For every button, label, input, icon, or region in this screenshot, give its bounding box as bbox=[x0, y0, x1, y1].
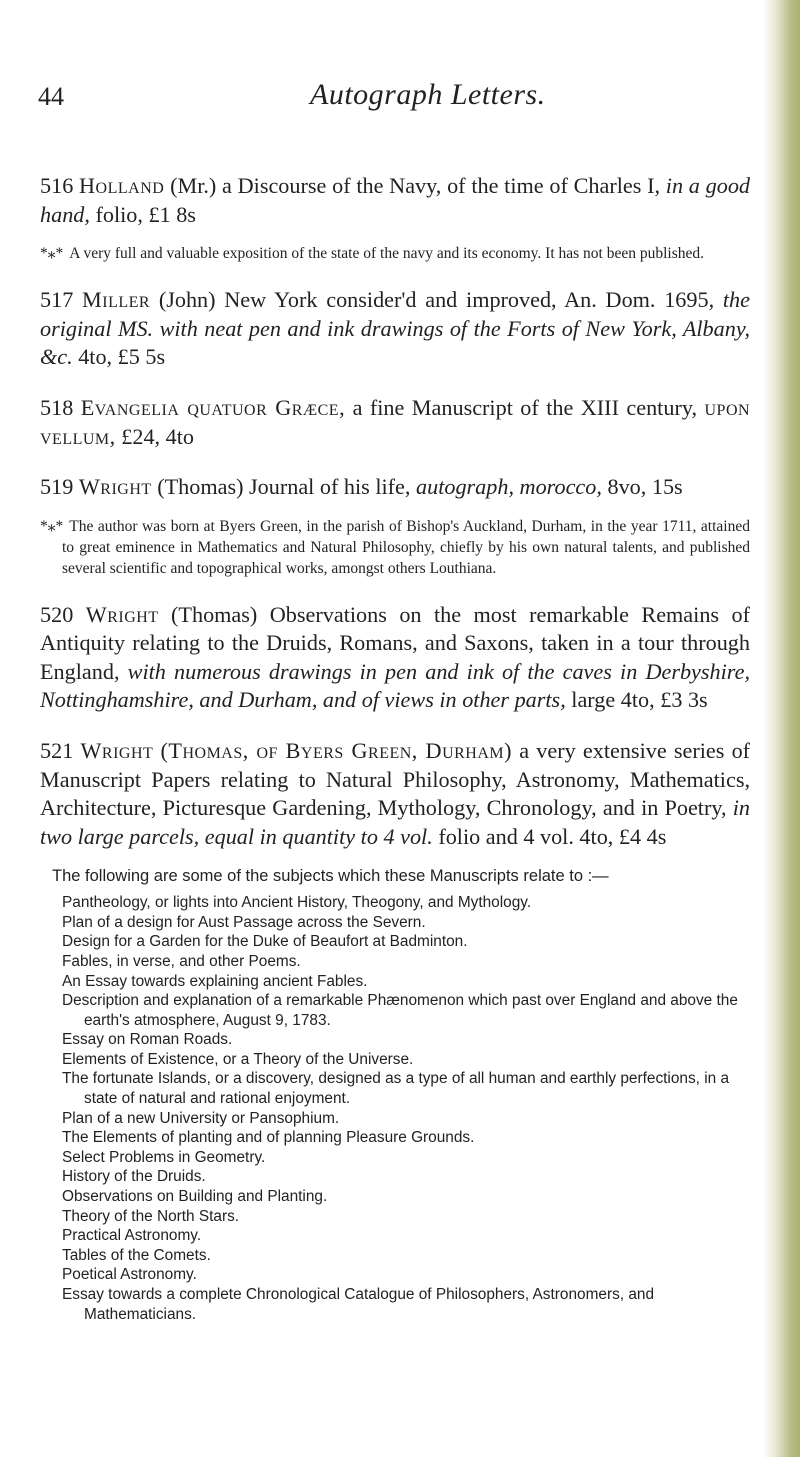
subject-item: History of the Druids. bbox=[62, 1168, 206, 1186]
entry-title: (Thomas) Journal of his life, bbox=[157, 474, 411, 500]
subjects-intro: The following are some of the subjects which these Manuscripts relate to :— bbox=[52, 867, 609, 886]
note-text: The author was born at Byers Green, in the parish of Bishop's Auckland, Durham, in the year 1711, attained to great eminence in Mathematics and Natural Philosophy, chiefly by his own natural talents, and published several scientific and topographical works, amongst others Louthiana. bbox=[62, 517, 750, 577]
entry-number: 518 bbox=[40, 395, 74, 421]
note-text: A very full and valuable exposition of the state of the navy and its economy. It has not been published. bbox=[69, 245, 705, 263]
subject-item: Theory of the North Stars. bbox=[62, 1207, 240, 1225]
subject-item: Practical Astronomy. bbox=[62, 1227, 202, 1245]
entry-title: a very extensive series of Manuscript Papers relating to Natural Philosophy, Astronomy, Mathematics, Architecture, Picturesque Gardening, Mythology, Chronology, and in Poetry, bbox=[40, 738, 751, 821]
subject-item: Essay on Roman Roads. bbox=[62, 1031, 233, 1049]
subject-item: Elements of Existence, or a Theory of the Universe. bbox=[62, 1050, 414, 1068]
entry-name: Wright bbox=[85, 601, 159, 627]
page-header bbox=[38, 78, 738, 124]
entry-price: folio, £1 8s bbox=[95, 201, 196, 227]
catalogue-entry bbox=[40, 172, 750, 229]
entry-number: 517 bbox=[40, 287, 74, 313]
subject-item: Pantheology, or lights into Ancient History, Theogony, and Mythology. bbox=[62, 894, 532, 912]
entry-name: Evangelia quatuor Græce, bbox=[80, 395, 346, 421]
entry-name: Holland bbox=[79, 173, 165, 199]
page-edge bbox=[762, 0, 800, 1457]
entry-price: 4to, £5 5s bbox=[78, 344, 166, 370]
page-number: 44 bbox=[38, 82, 64, 111]
note-mark: *⁎* bbox=[40, 517, 64, 535]
running-title: Autograph Letters. bbox=[310, 78, 546, 111]
entry-name: Wright bbox=[78, 474, 152, 500]
subject-item: Observations on Building and Planting. bbox=[62, 1188, 328, 1206]
entry-note bbox=[40, 516, 750, 579]
entry-title: (John) New York consider'd and improved, An. Dom. 1695, bbox=[158, 287, 715, 313]
entry-note bbox=[40, 243, 750, 264]
catalogue-entry bbox=[40, 473, 750, 502]
catalogue-entry bbox=[40, 601, 750, 715]
subject-item: Essay towards a complete Chronological Catalogue of Philosophers, Astronomers, and Mathematicians. bbox=[62, 1286, 655, 1323]
subject-item: Tables of the Comets. bbox=[62, 1246, 211, 1264]
catalogue-entry bbox=[40, 737, 750, 851]
entry-number: 520 bbox=[40, 601, 74, 627]
subject-item: The fortunate Islands, or a discovery, designed as a type of all human and earthly perfections, in a state of natural and rational enjoyment. bbox=[62, 1070, 730, 1108]
entry-title: (Mr.) a Discourse of the Navy, of the time of Charles I, bbox=[170, 173, 661, 199]
entry-price: folio and 4 vol. 4to, £4 4s bbox=[438, 823, 667, 849]
catalogue-entry bbox=[40, 394, 750, 451]
subject-item: Design for a Garden for the Duke of Beaufort at Badminton. bbox=[62, 933, 468, 951]
entry-italic: the original MS. with neat pen and ink drawings of the Forts of New York, Albany, &c. bbox=[40, 287, 750, 370]
entry-name: Wright bbox=[80, 738, 154, 764]
entry-title: (Thomas) Observations on the most remarkable Remains of Antiquity relating to the Druids, Romans, and Saxons, taken in a tour through England, bbox=[40, 601, 750, 684]
entry-name: Miller bbox=[82, 287, 151, 313]
catalogue-entry bbox=[40, 286, 750, 372]
entry-price: £24, 4to bbox=[121, 423, 194, 449]
entry-price: 8vo, 15s bbox=[607, 474, 683, 500]
entry-italic: in two large parcels, equal in quantity to 4 vol. bbox=[40, 795, 751, 849]
entry-number: 516 bbox=[40, 173, 74, 199]
entry-number: 521 bbox=[40, 738, 74, 764]
subject-item: Poetical Astronomy. bbox=[62, 1266, 197, 1284]
subject-item: Select Problems in Geometry. bbox=[62, 1148, 266, 1166]
catalogue-content bbox=[40, 150, 750, 1324]
entry-title: a fine Manuscript of the XIII century, bbox=[352, 395, 698, 421]
subject-item: The Elements of planting and of planning Pleasure Grounds. bbox=[62, 1129, 475, 1147]
subject-item: Description and explanation of a remarkable Phænomenon which past over England and above the earth's atmosphere, August 9, 1783. bbox=[62, 992, 738, 1029]
subjects-list bbox=[62, 893, 750, 1324]
subject-item: Plan of a design for Aust Passage across the Severn. bbox=[62, 913, 426, 931]
entry-italic: in a good hand, bbox=[40, 173, 751, 227]
subject-item: Plan of a new University or Pansophium. bbox=[62, 1109, 340, 1127]
note-mark: *⁎* bbox=[40, 245, 64, 263]
entry-italic: autograph, morocco, bbox=[416, 474, 602, 500]
subject-item: Fables, in verse, and other Poems. bbox=[62, 952, 301, 970]
subject-item: An Essay towards explaining ancient Fables. bbox=[62, 972, 368, 990]
entry-price: large 4to, £3 3s bbox=[571, 687, 708, 713]
entry-name-cont: (Thomas, of Byers Green, Durham) bbox=[160, 738, 513, 764]
entry-italic: with numerous drawings in pen and ink of the caves in Derbyshire, Nottinghamshire, and Durham, and of views in other parts, bbox=[40, 658, 751, 713]
entry-number: 519 bbox=[40, 474, 74, 500]
entry-material: upon vellum, bbox=[40, 395, 751, 449]
